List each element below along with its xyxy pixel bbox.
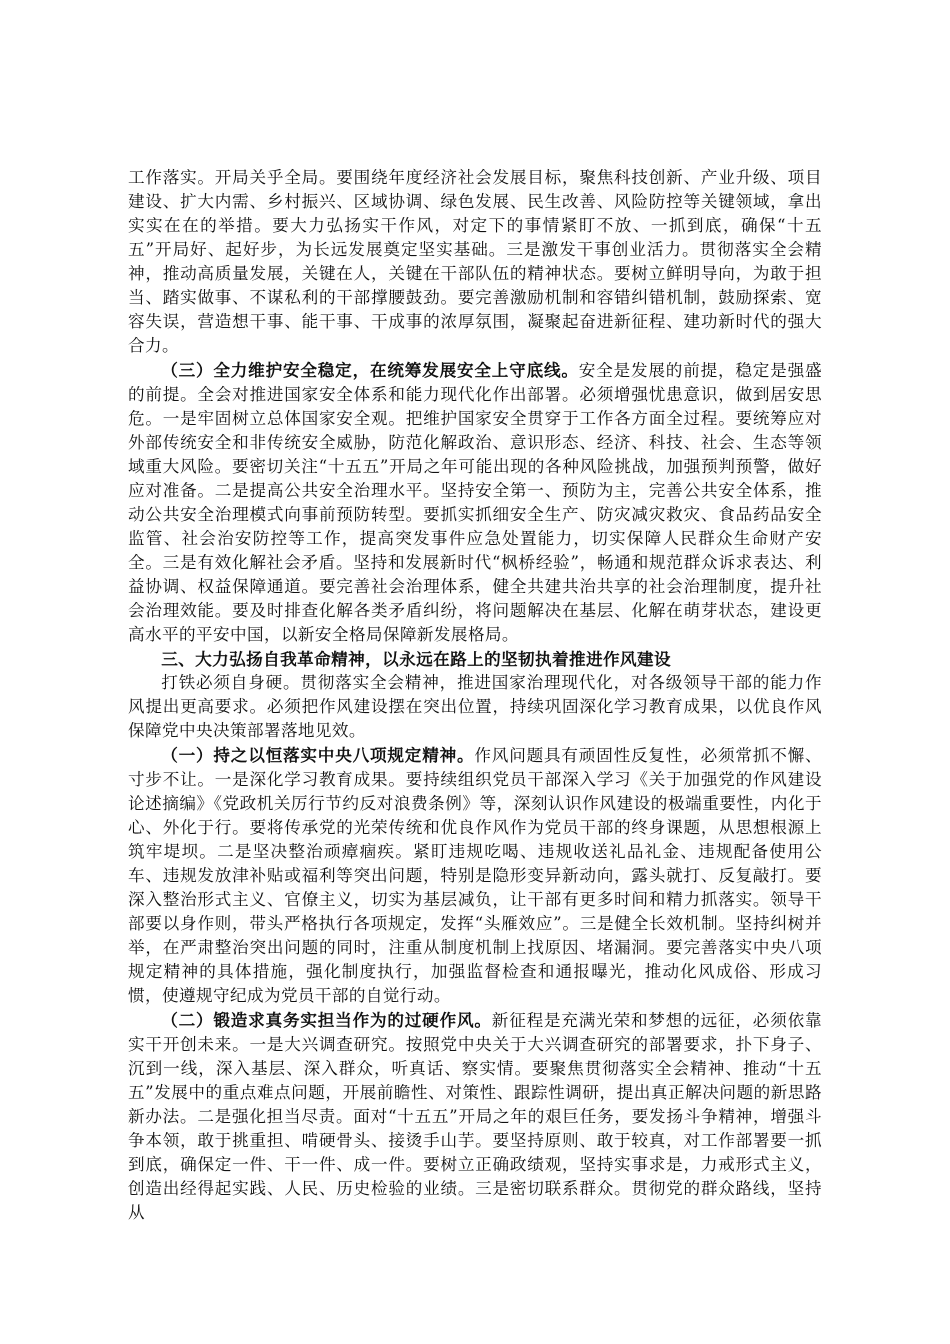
subsection-heading-3: （三）全力维护安全稳定，在统筹发展安全上守底线。	[161, 360, 579, 380]
paragraph-text: 打铁必须自身硬。贯彻落实全会精神，推进国家治理现代化，对各级领导干部的能力作风提出更高要求。必须把作风建设摆在突出位置，持续巩固深化学习教育成果，以优良作风保障党中央决策部署落地见效。	[128, 673, 822, 740]
paragraph-eight-rules	[128, 743, 822, 1008]
paragraph-security-stability	[128, 358, 822, 647]
paragraph-text: 安全是发展的前提，稳定是强盛的前提。全会对推进国家安全体系和能力现代化作出部署。必须增强忧患意识，做到居安思危。一是牢固树立总体国家安全观。把维护国家安全贯穿于工作各方面全过程。要统筹应对外部传统安全和非传统安全威胁，防范化解政治、意识形态、经济、科技、社会、生态等领域重大风险。要密切关注“十五五”开局之年可能出现的各种风险挑战，加强预判预警，做好应对准备。二是提高公共安全治理水平。坚持安全第一、预防为主，完善公共安全体系，推动公共安全治理模式向事前预防转型。要抓实抓细安全生产、防灾减灾救灾、食品药品安全监管、社会治安防控等工作，提高突发事件应急处置能力，切实保障人民群众生命财产安全。三是有效化解社会矛盾。坚持和发展新时代“枫桥经验”，畅通和规范群众诉求表达、利益协调、权益保障通道。要完善社会治理体系，健全共建共治共享的社会治理制度，提升社会治理效能。要及时排查化解各类矛盾纠纷，将问题解决在基层、化解在萌芽状态，建设更高水平的平安中国，以新安全格局保障新发展格局。	[128, 361, 822, 644]
document-body	[128, 166, 822, 1225]
paragraph-text: 作风问题具有顽固性反复性，必须常抓不懈、寸步不让。一是深化学习教育成果。要持续组织党员干部深入学习《关于加强党的作风建设论述摘编》《党政机关厉行节约反对浪费条例》等，深刻认识作风建设的极端重要性，内化于心、外化于行。要将传承党的光荣传统和优良作风作为党员干部的终身课题，从思想根源上筑牢堤坝。二是坚决整治顽瘴痼疾。紧盯违规吃喝、违规收送礼品礼金、违规配备使用公车、违规发放津补贴或福利等突出问题，特别是隐形变异新动向，露头就打、反复敲打。要深入整治形式主义、官僚主义，切实为基层减负，让干部有更多时间和精力抓落实。领导干部要以身作则，带头严格执行各项规定，发挥“头雁效应”。三是健全长效机制。坚持纠树并举，在严肃整治突出问题的同时，注重从制度机制上找原因、堵漏洞。要完善落实中央八项规定精神的具体措施，强化制度执行，加强监督检查和通报曝光，推动化风成俗、形成习惯，使遵规守纪成为党员干部的自觉行动。	[128, 746, 823, 1005]
subsection-heading-1: （一）持之以恒落实中央八项规定精神。	[161, 745, 475, 765]
subsection-heading-2: （二）锻造求真务实担当作为的过硬作风。	[161, 1010, 492, 1030]
paragraph-work-implementation	[128, 166, 822, 358]
paragraph-pragmatic-style	[128, 1008, 822, 1225]
section-heading-3: 三、大力弘扬自我革命精神，以永远在路上的坚韧执着推进作风建设	[161, 649, 671, 669]
paragraph-self-discipline	[128, 671, 822, 743]
paragraph-text: 新征程是充满光荣和梦想的远征，必须依靠实干开创未来。一是大兴调查研究。按照党中央关于大兴调查研究的部署要求，扑下身子、沉到一线，深入基层、深入群众，听真话、察实情。要聚焦贯彻落实全会精神、推动“十五五”发展中的重点难点问题，开展前瞻性、对策性、跟踪性调研，提出真正解决问题的新思路新办法。二是强化担当尽责。面对“十五五”开局之年的艰巨任务，要发扬斗争精神，增强斗争本领，敢于挑重担、啃硬骨头、接烫手山芋。要坚持原则、敢于较真，对工作部署要一抓到底，确保定一件、干一件、成一件。要树立正确政绩观，坚持实事求是，力戒形式主义，创造出经得起实践、人民、历史检验的业绩。三是密切联系群众。贯彻党的群众路线，坚持从	[128, 1011, 822, 1222]
paragraph-text: 工作落实。开局关乎全局。要围绕年度经济社会发展目标，聚焦科技创新、产业升级、项目建设、扩大内需、乡村振兴、区域协调、绿色发展、民生改善、风险防控等关键领域，拿出实实在在的举措。要大力弘扬实干作风，对定下的事情紧盯不放、一抓到底，确保“十五五”开局好、起好步，为长远发展奠定坚实基础。三是激发干事创业活力。贯彻落实全会精神，推动高质量发展，关键在人，关键在干部队伍的精神状态。要树立鲜明导向，为敢于担当、踏实做事、不谋私利的干部撑腰鼓劲。要完善激励机制和容错纠错机制，鼓励探索、宽容失误，营造想干事、能干事、干成事的浓厚氛围，凝聚起奋进新征程、建功新时代的强大合力。	[128, 168, 822, 355]
